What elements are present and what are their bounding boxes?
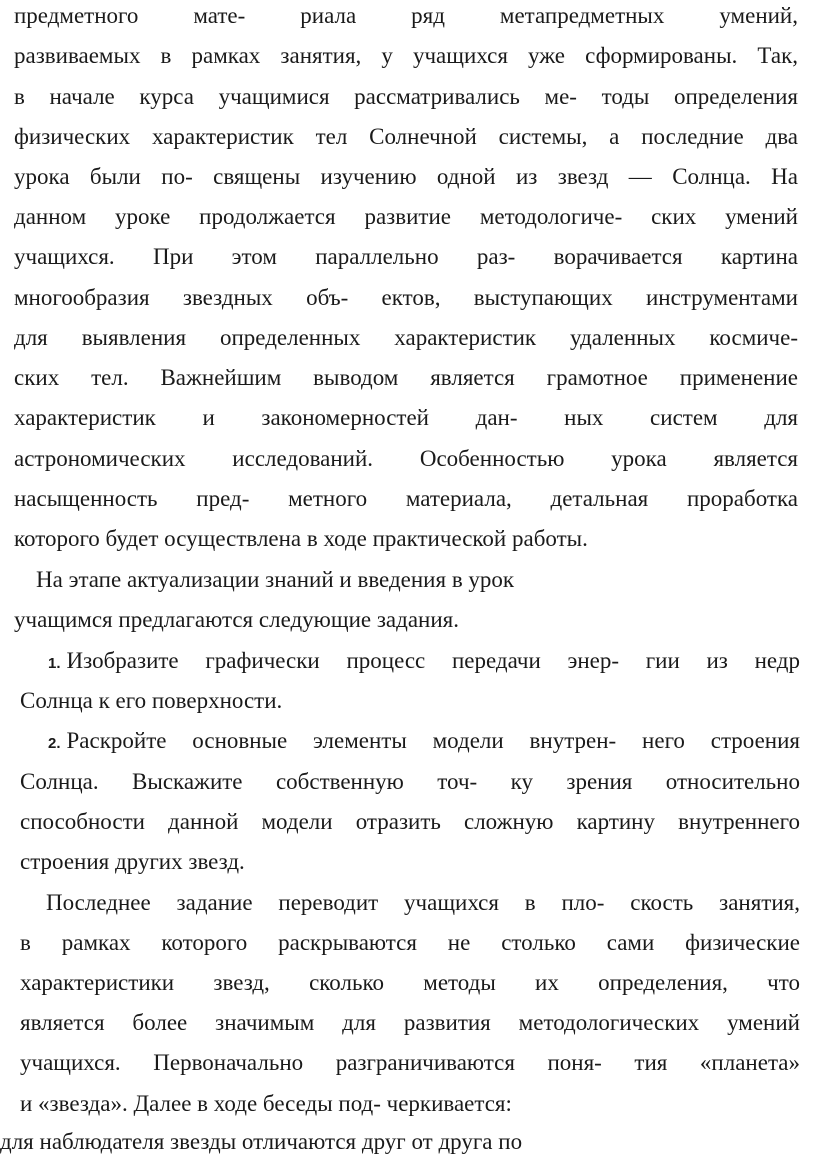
text-line: в рамках которого раскрываются не столько сами физические xyxy=(20,930,800,955)
task-text: способности данной модели отразить сложную картину внутреннего xyxy=(20,809,800,834)
task-number: 2. xyxy=(48,735,61,752)
task-item-2-first-line xyxy=(48,727,800,758)
text-line: ских тел. Важнейшим выводом является грамотное применение xyxy=(14,365,798,390)
text-line: для наблюдателя звезды отличаются друг от друга по xyxy=(0,1129,523,1154)
text-line: физических характеристик тел Солнечной системы, а последние два xyxy=(14,124,798,149)
task-text: строения других звезд. xyxy=(20,849,245,874)
text-line: данном уроке продолжается развитие методологиче- ских умений xyxy=(14,204,798,229)
task-text: Солнца. Выскажите собственную точ- ку зрения относительно xyxy=(20,769,800,794)
task-text: Солнца к его поверхности. xyxy=(20,688,283,713)
text-line: характеристики звезд, сколько методы их определения, что xyxy=(20,970,800,995)
text-line: многообразия звездных объ- ектов, выступающих инструментами xyxy=(14,285,798,310)
text-line: астрономических исследований. Особенностью урока является xyxy=(14,446,798,471)
task-number: 1. xyxy=(48,655,61,672)
text-line: учащихся. Первоначально разграничиваются поня- тия «планета» xyxy=(20,1050,800,1075)
text-line: характеристик и закономерностей дан- ных систем для xyxy=(14,405,798,430)
text-line: которого будет осуществлена в ходе практической работы. xyxy=(14,526,588,551)
text-line: в начале курса учащимися рассматривались ме- тоды определения xyxy=(14,84,798,109)
text-line: Последнее задание переводит учащихся в пло- скость занятия, xyxy=(46,890,800,915)
text-line: насыщенность пред- метного материала, детальная проработка xyxy=(14,486,798,511)
text-line: На этапе актуализации знаний и введения в урок xyxy=(36,567,515,592)
text-line: является более значимым для развития методологических умений xyxy=(20,1010,800,1035)
text-line: для выявления определенных характеристик удаленных космиче- xyxy=(14,325,798,350)
task-item-1-first-line xyxy=(48,647,800,678)
task-text: Изобразите графически процесс передачи энер- гии из недр xyxy=(66,648,800,673)
text-line: предметного мате- риала ряд метапредметных умений, xyxy=(14,3,798,28)
text-line: учащихся. При этом параллельно раз- ворачивается картина xyxy=(14,244,798,269)
text-line: развиваемых в рамках занятия, у учащихся уже сформированы. Так, xyxy=(14,43,798,68)
text-line: урока были по- священы изучению одной из звезд — Солнца. На xyxy=(14,164,798,189)
text-line: и «звезда». Далее в ходе беседы под- черкивается: xyxy=(20,1091,512,1116)
text-line: учащимся предлагаются следующие задания. xyxy=(14,607,459,632)
task-text: Раскройте основные элементы модели внутрен- него строения xyxy=(66,728,800,753)
